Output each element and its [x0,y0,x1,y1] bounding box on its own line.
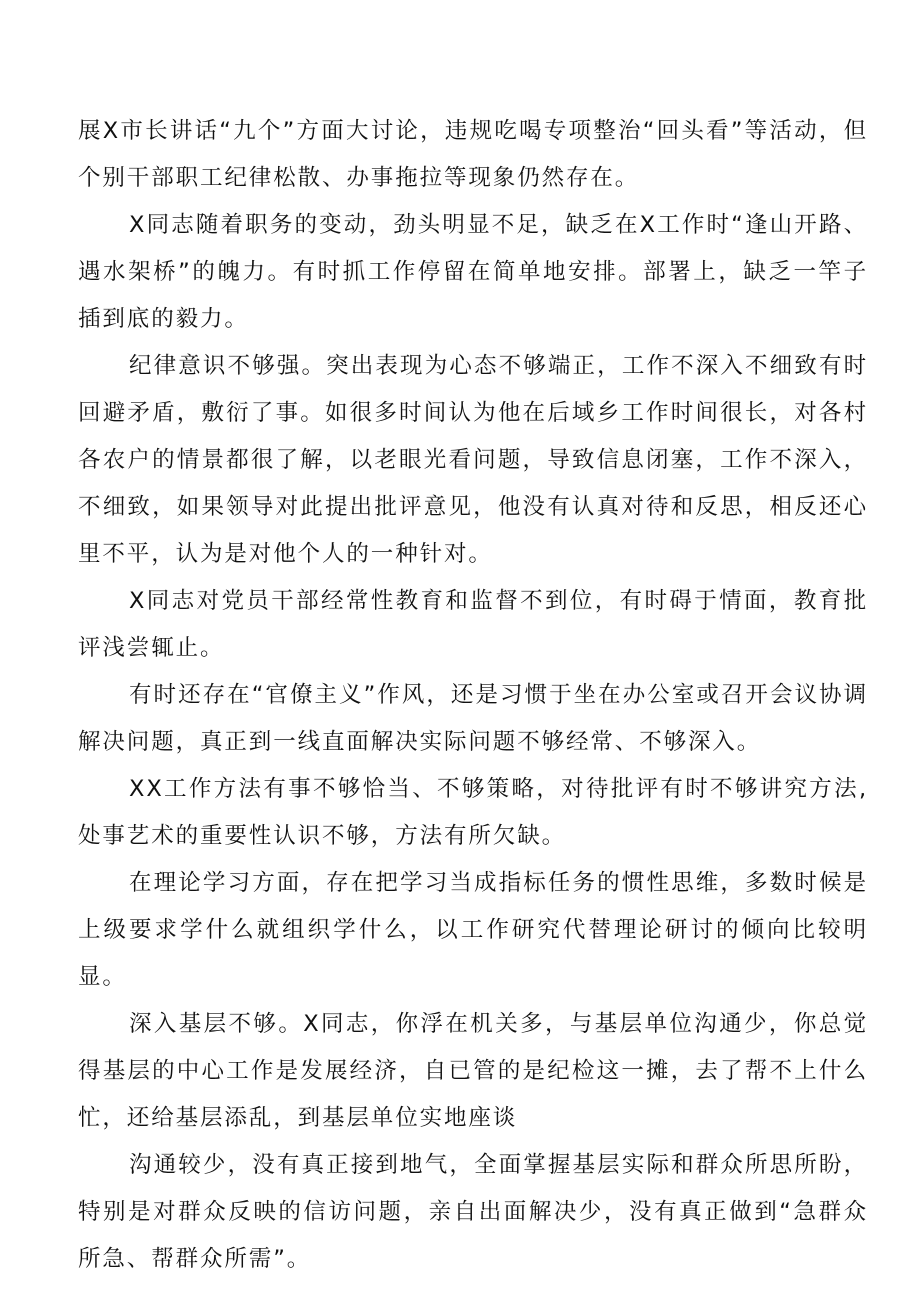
paragraph-9: 沟通较少，没有真正接到地气，全面掌握基层实际和群众所思所盼，特别是对群众反映的信访问题，亲自出面解决少，没有真正做到“急群众所急、帮群众所需”。 [78,1152,868,1272]
paragraph-7: 在理论学习方面，存在把学习当成指标任务的惯性思维，多数时候是上级要求学什么就组织学什么，以工作研究代替理论研讨的倾向比较明显。 [78,870,868,990]
paragraph-1: 展X市长讲话“九个”方面大讨论，违规吃喝专项整治“回头看”等活动，但个别干部职工纪律松散、办事拖拉等现象仍然存在。 [78,118,868,191]
paragraph-2: X同志随着职务的变动，劲头明显不足，缺乏在X工作时“逢山开路、遇水架桥”的魄力。有时抓工作停留在简单地安排。部署上，缺乏一竿子插到底的毅力。 [78,212,868,332]
paragraph-8: 深入基层不够。X同志，你浮在机关多，与基层单位沟通少，你总觉得基层的中心工作是发展经济，自已管的是纪检这一摊，去了帮不上什么忙，还给基层添乱，到基层单位实地座谈 [78,1011,868,1131]
paragraph-5: 有时还存在“官僚主义”作风，还是习惯于坐在办公室或召开会议协调解决问题，真正到一线直面解决实际问题不够经常、不够深入。 [78,682,868,755]
paragraph-3: 纪律意识不够强。突出表现为心态不够端正，工作不深入不细致有时回避矛盾，敷衍了事。如很多时间认为他在后域乡工作时间很长，对各村各农户的情景都很了解，以老眼光看问题，导致信息闭塞，工作不深入，不细致，如果领导对此提出批评意见，他没有认真对待和反思，相反还心里不平，认为是对他个人的一种针对。 [78,353,868,567]
document-body [78,108,868,1283]
paragraph-4: X同志对党员干部经常性教育和监督不到位，有时碍于情面，教育批评浅尝辄止。 [78,588,868,661]
paragraph-6: XX工作方法有事不够恰当、不够策略，对待批评有时不够讲究方法,处事艺术的重要性认识不够，方法有所欠缺。 [78,776,868,849]
